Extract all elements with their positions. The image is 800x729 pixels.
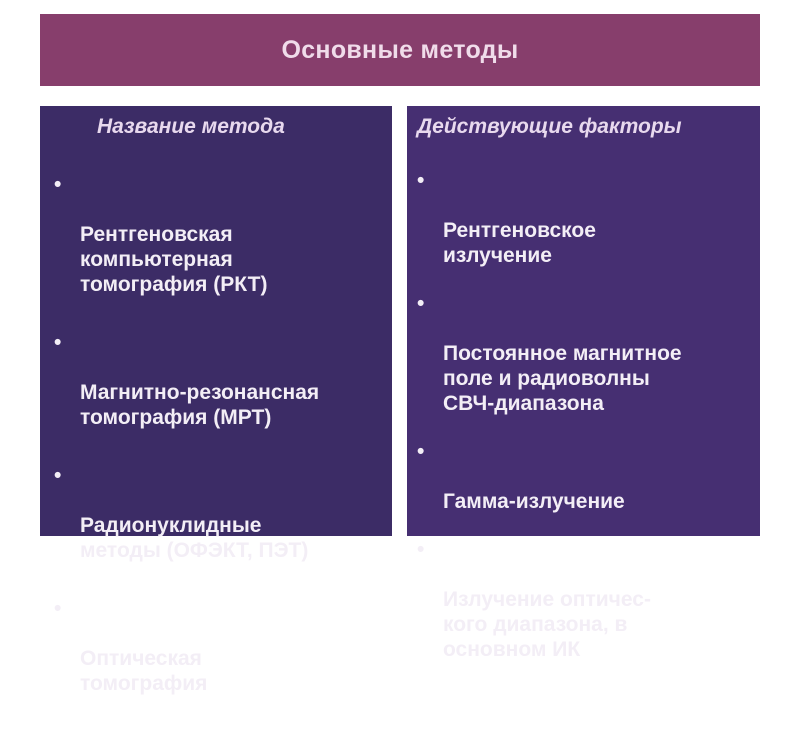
method-radionuclide: Радионуклидные методы (ОФЭКТ, ПЭТ) bbox=[80, 514, 309, 562]
bullet-icon: • bbox=[54, 597, 62, 620]
factors-list bbox=[417, 168, 757, 685]
factor-optical: Излучение оптичес- кого диапазона, в основном ИК bbox=[443, 588, 651, 661]
list-item bbox=[54, 463, 390, 563]
bullet-icon: • bbox=[417, 538, 425, 561]
method-mri: Магнитно-резонансная томография (МРТ) bbox=[80, 381, 320, 429]
bullet-icon: • bbox=[417, 292, 425, 315]
bullet-icon: • bbox=[54, 464, 62, 487]
bullet-icon: • bbox=[417, 169, 425, 192]
methods-panel bbox=[40, 106, 392, 695]
methods-heading: Название метода bbox=[97, 115, 285, 138]
method-optical: Оптическая томография bbox=[80, 647, 208, 695]
factors-heading: Действующие факторы bbox=[417, 115, 682, 138]
bullet-icon: • bbox=[54, 331, 62, 354]
method-ct: Рентгеновская компьютерная томография (РКТ) bbox=[80, 223, 268, 296]
list-item bbox=[54, 596, 390, 696]
list-item bbox=[417, 168, 757, 268]
list-item bbox=[54, 330, 390, 430]
factors-panel bbox=[407, 106, 760, 661]
list-item bbox=[417, 291, 757, 416]
list-item bbox=[417, 537, 757, 662]
list-item bbox=[54, 172, 390, 297]
factor-magnetic: Постоянное магнитное поле и радиоволны СВЧ-диапазона bbox=[443, 342, 682, 415]
bullet-icon: • bbox=[417, 440, 425, 463]
list-item bbox=[417, 439, 757, 514]
slide-title: Основные методы bbox=[281, 35, 519, 64]
factor-gamma: Гамма-излучение bbox=[443, 490, 625, 513]
bullet-icon: • bbox=[54, 173, 62, 196]
title-banner bbox=[40, 14, 760, 86]
methods-list bbox=[54, 172, 390, 729]
factor-xray: Рентгеновское излучение bbox=[443, 219, 596, 267]
